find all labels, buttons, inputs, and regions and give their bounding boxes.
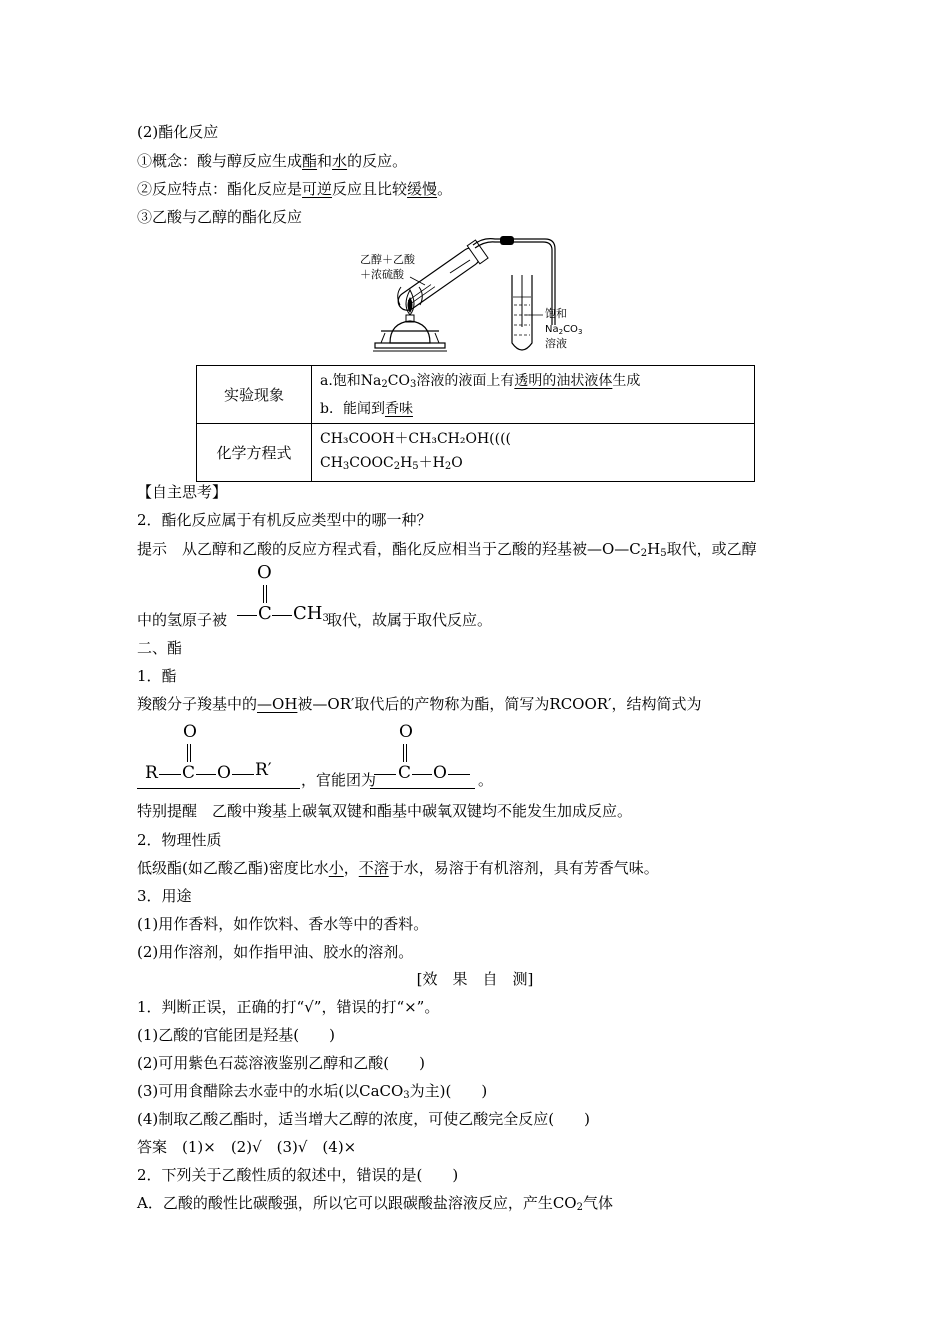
reagent-label-1: 乙醇＋乙酸 (360, 253, 415, 266)
feature-line: ②反应特点：酯化反应是可逆反应且比较缓慢。 (137, 180, 453, 198)
ester-R-prime: R′ (255, 760, 272, 780)
acetyl-C: C (258, 603, 272, 624)
think-question: 2．酯化反应属于有机反应类型中的哪一种？ (137, 511, 432, 529)
fg-double-bond (403, 744, 404, 762)
ester-C: C (182, 763, 196, 783)
ester-O: O (217, 763, 231, 783)
ester-subheading: 1．酯 (137, 667, 177, 685)
reaction-title: ③乙酸与乙醇的酯化反应 (137, 208, 303, 226)
fg-bond-2 (412, 774, 432, 775)
fg-bond-1 (374, 774, 396, 775)
fg-double-bond-2 (406, 744, 407, 762)
ester-bond-3 (232, 774, 254, 775)
ester-double-bond-2 (190, 744, 191, 762)
selftest-answer: 答案 (1)× (2)√ (3)√ (4)× (137, 1138, 357, 1156)
think-hint-line2: 中的氢原子被 取代，故属于取代反应。 (137, 611, 493, 629)
acetyl-bond-left (237, 615, 257, 616)
table-header-equation: 化学方程式 (197, 424, 312, 482)
esterification-apparatus-figure (355, 235, 605, 357)
selftest-q2-option-a: A．乙酸的酸性比碳酸强，所以它可以跟碳酸盐溶液反应，产生$CO_2$气体 (137, 1194, 614, 1213)
concept-line: ①概念：酸与醇反应生成酯和水的反应。 (137, 152, 408, 170)
use-2: (2)用作溶剂，如作指甲油、胶水的溶剂。 (137, 943, 414, 961)
selftest-q2: 2．下列关于乙酸性质的叙述中，错误的是( ) (137, 1166, 459, 1184)
physical-heading: 2．物理性质 (137, 831, 222, 849)
fg-O: O (433, 763, 447, 783)
special-tip: 特别提醒 乙酸中羧基上碳氧双键和酯基中碳氧双键均不能发生加成反应。 (137, 802, 633, 820)
selftest-q1-4: (4)制取乙酸乙酯时，适当增大乙醇的浓度，可使乙酸完全反应( ) (137, 1110, 590, 1128)
use-1: (1)用作香料，如作饮料、香水等中的香料。 (137, 915, 429, 933)
think-hint: 提示 从乙醇和乙酸的反应方程式看，酯化反应相当于乙酸的羟基被$—O—C_2H_5$取代，或乙醇 (137, 540, 757, 559)
solution-label-1: 饱和 (545, 307, 567, 320)
table-row (197, 424, 755, 482)
acetyl-bond-right (272, 615, 292, 616)
ester-heading: 二、酯 (137, 639, 183, 657)
selftest-heading: [效 果 自 测] (416, 970, 534, 988)
table-cell-equation: CH₃COOH＋CH₃CH₂OH(((( $CH_3COOC_2H_5+H_2O$ (312, 424, 755, 482)
selftest-q1-1: (1)乙酸的官能团是羟基( ) (137, 1026, 335, 1044)
section-title: (2)酯化反应 (137, 123, 219, 141)
functional-group-label: ，官能团为 (301, 771, 377, 789)
ester-answer-underline (137, 788, 300, 789)
ester-bond-1 (159, 774, 181, 775)
solution-label-2: $Na_2CO_3$ (545, 324, 583, 336)
solution-label-3: 溶液 (545, 337, 567, 350)
acetyl-O: O (257, 562, 272, 583)
selftest-q1-2: (2)可用紫色石蕊溶液鉴别乙醇和乙酸( ) (137, 1054, 425, 1072)
table-cell-phenomenon: a.饱和$Na_2CO_3$溶液的液面上有透明的油状液体生成 b．能闻到香味 (312, 366, 755, 424)
ester-definition: 羧酸分子羧基中的—OH被—OR′取代后的产物称为酯，简写为RCOOR′，结构简式为 (137, 695, 702, 713)
table-row (197, 366, 755, 424)
selftest-q1: 1．判断正误，正确的打“√”，错误的打“×”。 (137, 998, 440, 1016)
ester-double-bond (187, 744, 188, 762)
fg-answer-underline (370, 788, 475, 789)
acetyl-CH3: $CH_3$ (293, 603, 329, 624)
experiment-table (196, 365, 755, 482)
table-header-phenomenon: 实验现象 (197, 366, 312, 424)
selftest-q1-3: (3)可用食醋除去水壶中的水垢(以CaCO$_3$为主)( ) (137, 1082, 488, 1101)
uses-heading: 3．用途 (137, 887, 192, 905)
think-heading: 【自主思考】 (137, 483, 228, 501)
acetyl-double-bond (263, 585, 265, 603)
fg-C: C (398, 763, 412, 783)
ester-R: R (145, 763, 158, 783)
ester-O-top: O (183, 722, 197, 742)
ester-bond-2 (196, 774, 216, 775)
fg-bond-3 (448, 774, 470, 775)
physical-text: 低级酯(如乙酸乙酯)密度比水小，不溶于水，易溶于有机溶剂，具有芳香气味。 (137, 859, 659, 877)
fg-O-top: O (399, 722, 413, 742)
acetyl-double-bond-2 (266, 585, 268, 603)
fg-end: 。 (478, 771, 494, 789)
reagent-label-2: ＋浓硫酸 (360, 268, 404, 281)
